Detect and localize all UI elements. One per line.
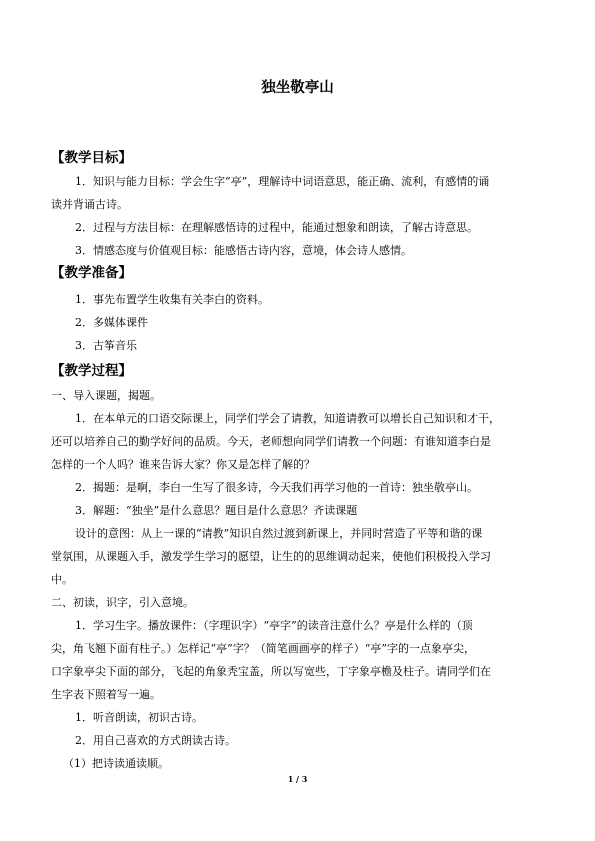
paragraph-line: 生字表下照着写一遍。 xyxy=(51,688,161,701)
section-heading-prep: 【教学准备】 xyxy=(51,265,132,281)
paragraph-line: 设计的意图：从上一课的“请教”知识自然过渡到新课上，并同时营造了平等和谐的课 xyxy=(75,527,483,540)
paragraph-line: 读并背诵古诗。 xyxy=(51,198,128,211)
paragraph-line: 尖，角飞翘下面有柱子。）怎样记“亭”字？（简笔画画亭的样子）“亭”字的一点象亭尖， xyxy=(51,642,475,655)
list-item: 1．事先布置学生收集有关李白的资料。 xyxy=(75,293,269,306)
paragraph-line: 1．学习生字。播放课件：（字理识字）“亭字”的读音注意什么？亭是什么样的（顶 xyxy=(75,619,473,632)
paragraph-line: 怎样的一个人吗？谁来告诉大家？你又是怎样了解的？ xyxy=(51,458,315,471)
paragraph-line: 中。 xyxy=(51,573,73,586)
paragraph-line: （1）把诗读通读顺。 xyxy=(63,757,169,770)
paragraph-line: 1．在本单元的口语交际课上，同学们学会了请教，知道请教可以增长自己知识和才干， xyxy=(75,412,500,425)
section-heading-goals: 【教学目标】 xyxy=(51,150,132,166)
document-title: 独坐敬亭山 xyxy=(261,80,334,96)
paragraph-line: 2．用自己喜欢的方式朗读古诗。 xyxy=(75,734,236,747)
paragraph-line: 堂氛围，从课题入手，激发学生学习的愿望，让生的的思维调动起来，使他们积极投入学习 xyxy=(51,550,491,563)
list-item: 2．多媒体课件 xyxy=(75,316,148,329)
list-item: 3．古筝音乐 xyxy=(75,339,137,352)
paragraph-line: 还可以培养自己的勤学好问的品质。今天，老师想向同学们请教一个问题：有谁知道李白是 xyxy=(51,435,491,448)
section-goals-body xyxy=(51,170,547,262)
page-number: 1 / 3 xyxy=(287,774,308,784)
paragraph-line: 2．揭题：是啊，李白一生写了很多诗，今天我们再学习他的一首诗：独坐敬亭山。 xyxy=(75,481,478,494)
section-process-body xyxy=(51,384,547,775)
paragraph-line: 口字象亭尖下面的部分，飞起的角象秃宝盖，所以写宽些，丁字象亭檐及柱子。请同学们在 xyxy=(51,665,491,678)
paragraph-line: 3．情感态度与价值观目标：能感悟古诗内容，意境，体会诗人感情。 xyxy=(75,244,412,257)
paragraph-line: 一、导入课题，揭题。 xyxy=(51,389,161,402)
paragraph-line: 1．知识与能力目标：学会生字“亭”，理解诗中词语意思，能正确、流利，有感情的诵 xyxy=(75,175,490,188)
paragraph-line: 2．过程与方法目标：在理解感悟诗的过程中，能通过想象和朗读，了解古诗意思。 xyxy=(75,221,478,234)
section-prep-body xyxy=(51,288,547,357)
paragraph-line: 1．听音朗读，初识古诗。 xyxy=(75,711,203,724)
section-heading-process: 【教学过程】 xyxy=(51,363,132,379)
paragraph-line: 3．解题：“独坐”是什么意思？题目是什么意思？齐读课题 xyxy=(75,504,358,517)
paragraph-line: 二、初读，识字，引入意境。 xyxy=(51,596,194,609)
